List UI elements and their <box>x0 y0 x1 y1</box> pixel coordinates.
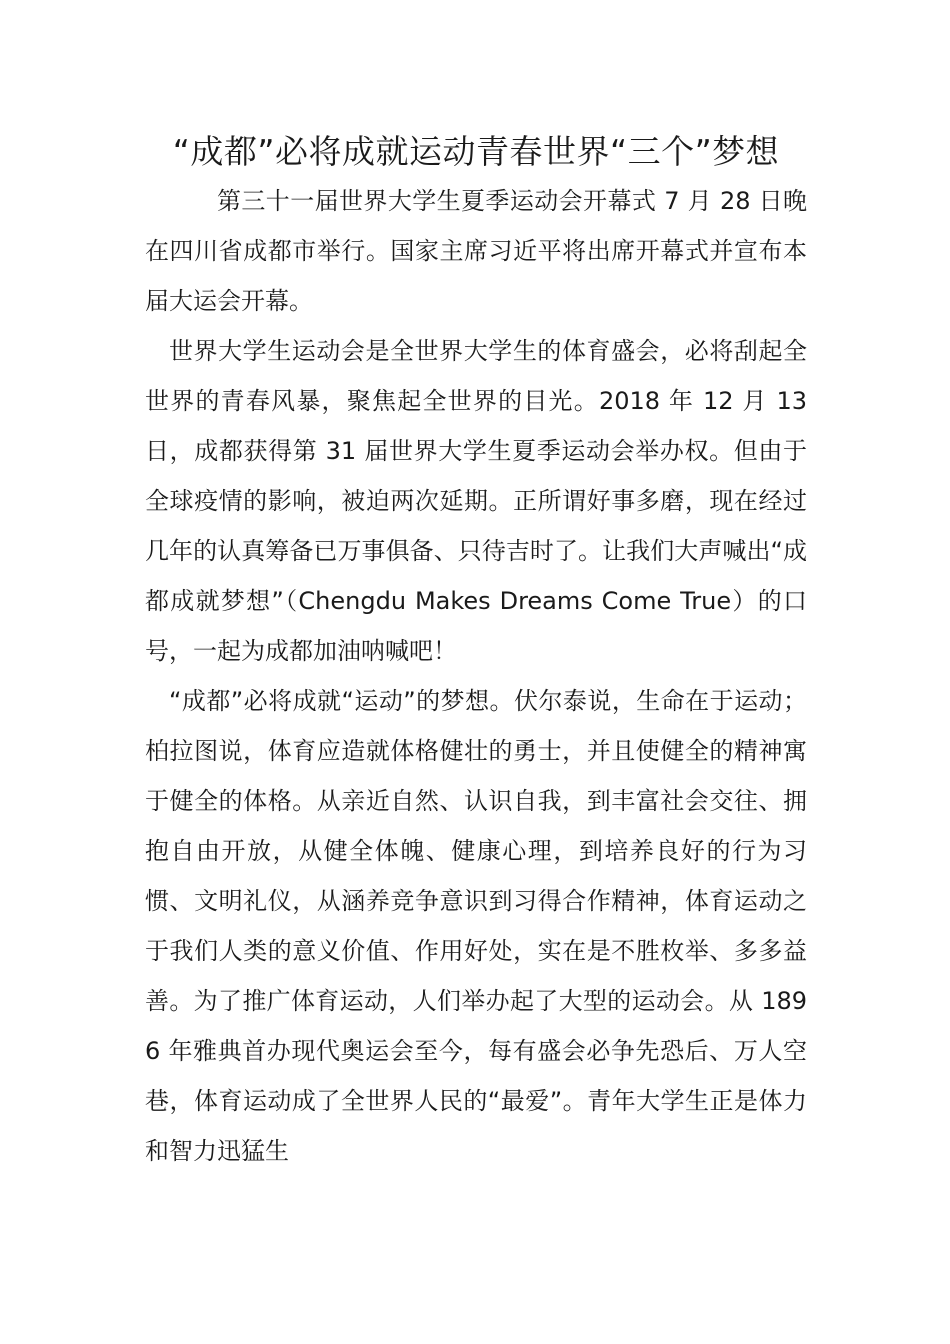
paragraph-sports-dream: “成都”必将成就“运动”的梦想。伏尔泰说，生命在于运动；柏拉图说，体育应造就体格健壮的勇士，并且使健全的精神寓于健全的体格。从亲近自然、认识自我，到丰富社会交往、拥抱自由开放，从健全体魄、健康心理，到培养良好的行为习惯、文明礼仪，从涵养竞争意识到习得合作精神，体育运动之于我们人类的意义价值、作用好处，实在是不胜枚举、多多益善。为了推广体育运动，人们举办起了大型的运动会。从 1896 年雅典首办现代奥运会至今，每有盛会必争先恐后、万人空巷，体育运动成了全世界人民的“最爱”。青年大学生正是体力和智力迅猛生 <box>145 687 807 1165</box>
document-title: “成都”必将成就运动青春世界“三个”梦想 <box>172 132 780 171</box>
document-page <box>145 128 807 1176</box>
paragraph-universiade-intro: 世界大学生运动会是全世界大学生的体育盛会，必将刮起全世界的青春风暴，聚焦起全世界的目光。2018 年 12 月 13 日，成都获得第 31 届世界大学生夏季运动会举办权。但由于全球疫情的影响，被迫两次延期。正所谓好事多磨，现在经过几年的认真筹备已万事俱备、只待吉时了。让我们大声喊出“成都成就梦想”（Chengdu Makes Dreams Come True）的口号，一起为成都加油呐喊吧！ <box>145 337 807 665</box>
paragraph-opening-ceremony: 第三十一届世界大学生夏季运动会开幕式 7 月 28 日晚在四川省成都市举行。国家主席习近平将出席开幕式并宣布本届大运会开幕。 <box>145 187 807 315</box>
